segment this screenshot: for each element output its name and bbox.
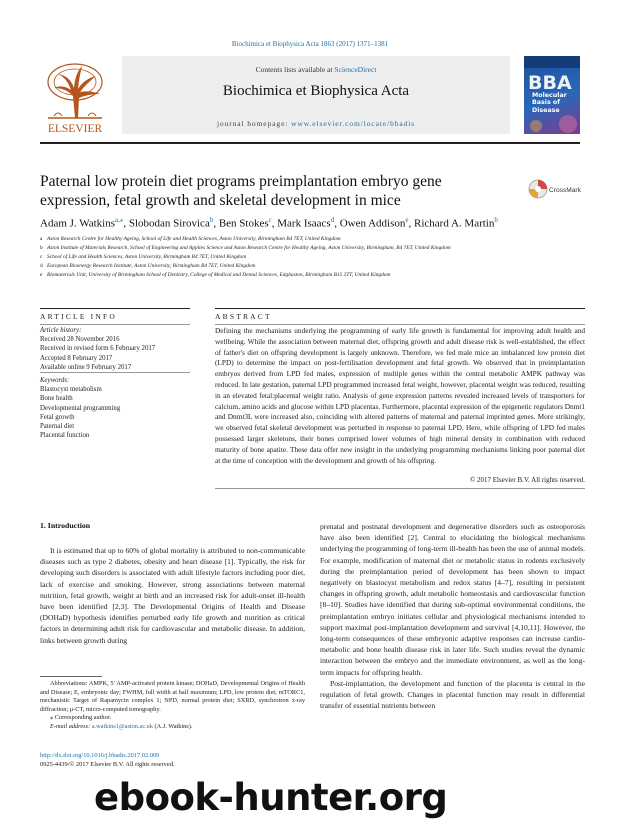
body-column-left [40,545,305,646]
email-line [40,723,305,732]
history-line: Available online 9 February 2017 [40,363,132,371]
keywords-rule [40,372,190,373]
affiliation-marker: d [40,263,43,269]
affiliation [40,235,585,244]
affiliation-list [40,235,585,280]
author-name[interactable]: Adam J. Watkins [40,217,115,230]
author-affiliation-marker[interactable]: e [405,216,409,224]
author-affiliation-marker[interactable]: b [209,216,214,224]
affiliation [40,271,585,280]
affiliation [40,253,585,262]
affiliation-text: European Bioenergy Research Institute, Aston University, Birmingham B4 7ET, United Kingdom [47,263,256,269]
corresponding-author-note: ⁎ Corresponding author. [50,714,112,722]
sciencedirect-link[interactable]: ScienceDirect [334,65,377,74]
doi-block [40,751,305,769]
author-list: Adam J. Watkins$^{a,⁎}$, Slobodan Sirovica$^b$, Ben Stokes$^c$, Mark Isaacs$^d$, Owen Addison$^e$, Richard A. Martin$^b$ [40,216,498,230]
article-history [40,326,190,372]
article-info-rule [40,308,190,309]
keywords-label: Keywords: [40,377,70,384]
affiliation-marker: c [40,254,43,260]
abstract-text: Defining the mechanisms underlying the programming of early life growth is fundamental for improving adult health and wellbeing. While the association between maternal diet, offspring growth and adult disease risk is well-established, the effect of father's diet on offspring development is largely unknown. Therefore, we fed male mice an imbalanced low protein diet (LPD) to determine the impact on post-fertilisation development and fetal growth. We observed that in preimplantation embryos derived from LPD fed males, expression of multiple genes within the central metabolic AMPK pathway was reduced. In late gestation, paternal LPD programmed increased fetal weight, however, placental weight was reduced, resulting in an elevated fetal:placental weight ratio. Analysis of gene expression patterns revealed increased levels of transporters for calcium, amino acids and glucose within LPD placentas. Furthermore, placental expression of the epigenetic regulators Dnmt1 and Dnmt3L were increased also, coinciding with altered patterns of maternal and paternal imprinted genes. More strikingly, we observed fetal skeletal development was perturbed in response to paternal LPD. Here, while offspring of LPD fed males possessed larger skeletons, their bones comprised lower volumes of high mineral density in combination with reduced maturity of bone apatite. These data offer new insight in the underlying programming mechanisms linking poor paternal diet at the time of conception with the development and growth of his offspring. [215,326,586,465]
article-info-subrule [40,324,190,325]
contents-prefix: Contents lists available at [255,65,335,74]
footnotes [40,680,305,732]
journal-banner [122,56,510,134]
keyword: Developmental programming [40,404,121,412]
footnote-rule [40,676,102,677]
watermark-text: ebook-hunter.org [94,776,448,819]
keyword: Fetal growth [40,413,75,421]
introduction-heading: 1. Introduction [40,521,91,530]
history-line: Received in revised form 6 February 2017 [40,345,156,353]
author-name[interactable]: Slobodan Sirovica [128,217,210,230]
crossmark-label: CrossMark [549,187,581,194]
keyword: Paternal diet [40,423,75,431]
article-info-heading: ARTICLE INFO [40,312,117,321]
history-line: Accepted 8 February 2017 [40,354,113,362]
abbreviations-footnote: Abbreviations: AMPK, 5′ AMP-activated protein kinase; DOHaD, Developmental Origins of Health and Disease; E, embryonic day; FWHM, full width at half maximum; LPD, low protein diet; mTORC1, mechanistic Target of Rapamycin complex 1; NPD, normal protein diet; SXRD, synchrotron x-ray diffraction; μ-CT, micro-computed tomography. [40,680,305,713]
affiliation-marker: e [40,272,43,278]
affiliation-marker: a [40,236,43,242]
abstract-bottom-rule [215,488,585,489]
affiliation-text: Aston Research Centre for Healthy Ageing, School of Life and Health Sciences, Aston University, Birmingham B4 7ET, United Kingdom [47,236,341,242]
author-name[interactable]: Ben Stokes [218,217,269,230]
affiliation-text: School of Life and Health Sciences, Aston University, Birmingham B4 7ET, United Kingdom [47,254,247,260]
author-affiliation-marker[interactable]: c [268,216,272,224]
keywords-block [40,376,190,440]
author-name[interactable]: Mark Isaacs [277,217,331,230]
body-paragraph: prenatal and postnatal development and degenerative disorders such as osteoporosis have also been identified [2]. Central to elucidating the biological mechanisms underlying the programming of long-term ill-health has been the use of animal models. For example, modification of maternal diet or metabolic status in rodents exclusively during the preimplantation period of development has been shown to impact negatively on blastocyst metabolism and redox status [4–7], resulting in persistent changes in offspring growth, adult metabolic homeostasis and cardiovascular function [8–10]. Studies have identified that during sub-optimal environmental conditions, the preimplantation embryo initiates cellular and physiological mechanisms intended to support maximal post-implantation development and survival [4,10,11]. However, the long-term consequences of these embryonic adaptive responses can increase cardio-metabolic and bone health disease risk in later life. Such studies reveal the dynamic interaction between the embryo and the immediate environment, as well as the long-term impacts for offspring health. [320,522,585,677]
body-paragraph: Post-implantation, the development and function of the placenta is central in the regulation of fetal growth. Changes in placental function may result in differential transfer of essential nutrients between [320,678,585,711]
doi-link[interactable]: http://dx.doi.org/10.1016/j.bbadis.2017.02.009 [40,752,160,759]
journal-header [40,56,580,144]
cover-bba-text: BBA [528,72,572,94]
author-affiliation-marker[interactable]: a,⁎ [115,216,124,224]
crossmark-badge[interactable] [528,178,588,200]
affiliation-marker: b [40,245,43,251]
body-paragraph: It is estimated that up to 60% of global mortality is attributed to non-communicable diseases such as type 2 diabetes, obesity and heart disease [1]. Typically, the risk for developing such disorders is associated with adult lifestyle factors including poor diet, lack of exercise and smoking. However, strong associations between maternal nutrition, fetal growth, weight at birth and an increased risk for adult-onset ill-health have been identified [2,3]. The Developmental Origins of Health and Disease (DOHaD) hypothesis identifies perturbed early life growth and nutrition as critical factors in determining adult risk for cardiovascular and metabolic disease. In addition, links between growth during [40,546,305,645]
email-label: E-mail address: [50,722,92,730]
keyword: Bone health [40,395,73,403]
author-name[interactable]: Owen Addison [339,217,406,230]
affiliation-text: Biomaterials Unit, University of Birmingham School of Dentistry, College of Medical and Dental Sciences, Edgbaston, Birmingham B15 2TT, United Kingdom [47,272,391,278]
journal-name: Biochimica et Biophysica Acta [222,83,410,99]
affiliation [40,244,585,253]
history-line: Received 28 November 2016 [40,336,120,344]
keyword: Placental function [40,432,90,440]
email-link[interactable]: a.watkins1@aston.ac.uk [91,722,153,730]
author-name[interactable]: Richard A. Martin [414,217,495,230]
homepage-link[interactable]: www.elsevier.com/locate/bbadis [291,119,416,128]
affiliation-text: Aston Institute of Materials Research, School of Engineering and Applies Science and Aston Research Centre for Healthy Ageing, Aston University, Birmingham, B4 7ET, United Kingdom [47,245,451,251]
abstract-subrule [215,324,585,325]
elsevier-logo [40,58,110,136]
homepage-line [122,119,510,128]
abstract-heading: ABSTRACT [215,312,272,321]
journal-cover-thumbnail [524,56,580,134]
journal-reference[interactable]: Biochimica et Biophysica Acta 1863 (2017) 1371–1381 [231,40,389,48]
author-affiliation-marker[interactable]: b [494,216,498,224]
header-rule [40,142,580,144]
author-affiliation-marker[interactable]: d [330,216,335,224]
abstract-rule [215,308,585,309]
keyword: Blastocyst metabolism [40,386,102,394]
homepage-prefix: journal homepage: [216,119,292,128]
article-title: Paternal low protein diet programs preimplantation embryo gene expression, fetal growth and skeletal development in mice [40,173,442,209]
contents-line [122,65,510,74]
email-suffix: (A.J. Watkins). [152,722,193,730]
body-column-right [320,521,585,711]
elsevier-logo-text: ELSEVIER [47,123,103,135]
copyright-line: © 2017 Elsevier B.V. All rights reserved. [469,476,585,484]
cover-subtitle: Molecular Basis of Disease [532,92,567,114]
affiliation [40,262,585,271]
history-label: Article history: [40,327,82,334]
issn-line: 0925-4439/© 2017 Elsevier B.V. All rights reserved. [40,761,175,768]
